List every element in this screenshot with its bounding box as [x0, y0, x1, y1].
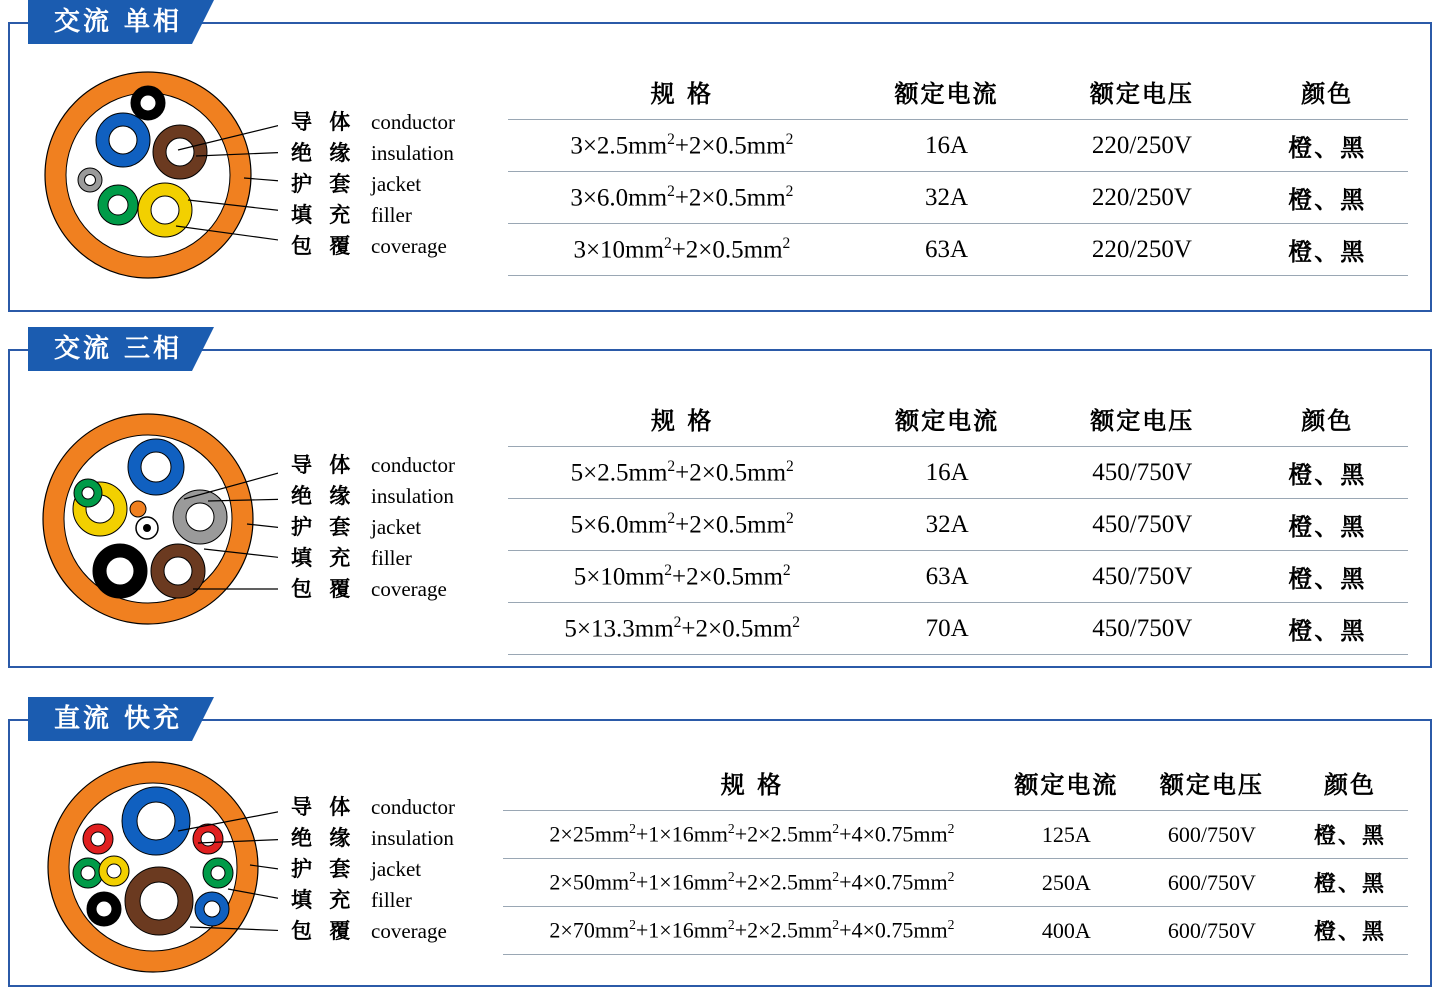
spec-table: [503, 759, 1408, 955]
legend-item-filler: [291, 884, 455, 915]
legend-item-conductor: [291, 449, 455, 480]
cell-voltage: 600/750V: [1132, 859, 1292, 907]
legend-item-coverage: [291, 230, 455, 261]
cell-current: 16A: [856, 447, 1037, 499]
legend-item-coverage: [291, 573, 455, 604]
cell-voltage: 450/750V: [1038, 551, 1247, 603]
legend-label-cn: 填 充: [291, 546, 356, 570]
legend-label-cn: 绝 缘: [291, 484, 356, 508]
cable-cross-section-diagram: [28, 60, 278, 290]
spec-part-a: 3×2.5mm: [570, 132, 668, 160]
section-tab-label: 交流 单相: [28, 0, 192, 44]
cell-spec: [508, 499, 856, 551]
legend-label-en: filler: [371, 888, 412, 912]
legend-label-en: conductor: [371, 110, 455, 134]
legend-label-cn: 绝 缘: [291, 826, 356, 850]
cell-spec: [508, 447, 856, 499]
table-row: [508, 172, 1408, 224]
legend-list: [291, 791, 455, 946]
legend-label-en: insulation: [371, 141, 454, 165]
section-ac-single-phase: [8, 0, 1432, 312]
spec-exponent: 2: [629, 869, 636, 885]
spec-part-b: +2×0.5mm: [681, 615, 793, 643]
spec-part-b: +1×16mm: [635, 869, 728, 895]
cell-spec: [503, 859, 1001, 907]
spec-part-a: 2×70mm: [549, 917, 630, 943]
legend-label-cn: 护 套: [291, 857, 356, 881]
legend-item-insulation: [291, 822, 455, 853]
spec-exponent: 2: [727, 869, 735, 885]
spec-part-d: +4×0.75mm: [839, 869, 948, 895]
spec-exponent: 2: [667, 509, 676, 527]
spec-part-a: 5×6.0mm: [570, 511, 668, 539]
legend-label-en: jacket: [371, 515, 422, 539]
spec-exponent: 2: [667, 182, 675, 200]
cable-cross-section-diagram: [28, 749, 278, 979]
legend-label-cn: 导 体: [291, 795, 356, 819]
legend-label-cn: 包 覆: [291, 234, 356, 258]
legend-label-cn: 包 覆: [291, 919, 356, 943]
cell-voltage: 220/250V: [1037, 172, 1246, 224]
legend-label-en: insulation: [371, 826, 454, 850]
spec-part-d: +4×0.75mm: [839, 821, 948, 847]
legend-label-cn: 填 充: [291, 203, 356, 227]
spec-part-a: 3×6.0mm: [570, 184, 668, 212]
legend-label-en: coverage: [371, 919, 447, 943]
legend-label-en: coverage: [371, 577, 447, 601]
table-row: [508, 447, 1408, 499]
cable-cross-section-diagram: [28, 389, 278, 649]
cell-color: 橙、黑: [1292, 859, 1408, 907]
legend-label-cn: 绝 缘: [291, 141, 356, 165]
cell-current: 63A: [856, 551, 1037, 603]
cell-color: 橙、黑: [1247, 447, 1408, 499]
spec-part-b: +2×0.5mm: [671, 236, 783, 264]
legend-list: [291, 106, 455, 261]
spec-table: [508, 68, 1408, 276]
cell-current: 125A: [1001, 811, 1132, 859]
cell-voltage: 450/750V: [1038, 499, 1247, 551]
legend-label-en: insulation: [371, 484, 454, 508]
cell-spec: [508, 603, 856, 655]
spec-part-b: +2×0.5mm: [674, 132, 786, 160]
legend-label-cn: 导 体: [291, 110, 356, 134]
spec-table: [508, 395, 1408, 655]
cell-spec: [508, 551, 856, 603]
spec-part-b: +2×0.5mm: [674, 184, 786, 212]
table-row: [503, 907, 1408, 955]
cell-color: 橙、黑: [1247, 172, 1409, 224]
legend-label-cn: 填 充: [291, 888, 356, 912]
spec-part-b: +2×0.5mm: [675, 511, 787, 539]
section-tab-label: 直流 快充: [28, 697, 192, 741]
spec-exponent: 2: [947, 821, 955, 837]
cell-voltage: 600/750V: [1132, 907, 1292, 955]
table-row: [503, 859, 1408, 907]
spec-exponent: 2: [832, 917, 840, 933]
spec-exponent: 2: [663, 234, 672, 252]
legend-label-en: conductor: [371, 453, 455, 477]
col-header-voltage: 额定电压: [1159, 771, 1264, 799]
table-header-row: [508, 68, 1408, 120]
spec-part-a: 5×2.5mm: [570, 459, 668, 487]
spec-part-b: +1×16mm: [635, 821, 728, 847]
table-row: [508, 603, 1408, 655]
spec-exponent: 2: [782, 561, 791, 579]
spec-part-b: +2×0.5mm: [675, 459, 787, 487]
spec-exponent: 2: [785, 130, 794, 148]
cell-voltage: 450/750V: [1038, 603, 1247, 655]
spec-part-d: +4×0.75mm: [839, 917, 948, 943]
table-row: [508, 224, 1408, 276]
legend-item-coverage: [291, 915, 455, 946]
spec-exponent: 2: [832, 869, 840, 885]
cell-voltage: 600/750V: [1132, 811, 1292, 859]
spec-exponent: 2: [786, 509, 794, 527]
legend-label-en: jacket: [371, 857, 422, 881]
cell-spec: [503, 907, 1001, 955]
spec-exponent: 2: [792, 613, 801, 631]
col-header-spec: 规 格: [650, 80, 714, 108]
spec-part-a: 2×50mm: [549, 869, 630, 895]
cell-current: 16A: [856, 120, 1038, 172]
legend-item-filler: [291, 199, 455, 230]
cell-current: 63A: [856, 224, 1038, 276]
col-header-spec: 规 格: [720, 771, 784, 799]
table-row: [508, 120, 1408, 172]
cell-voltage: 450/750V: [1038, 447, 1247, 499]
legend-label-en: filler: [371, 546, 412, 570]
table-header-row: [503, 759, 1408, 811]
cell-current: 32A: [856, 172, 1038, 224]
legend-item-conductor: [291, 791, 455, 822]
legend-item-jacket: [291, 853, 455, 884]
col-header-current: 额定电流: [895, 407, 1000, 435]
table-header-row: [508, 395, 1408, 447]
spec-part-c: +2×2.5mm: [734, 821, 833, 847]
table-row: [508, 499, 1408, 551]
legend-item-filler: [291, 542, 455, 573]
legend-item-conductor: [291, 106, 455, 137]
spec-exponent: 2: [727, 917, 735, 933]
spec-part-a: 2×25mm: [549, 821, 630, 847]
legend-item-jacket: [291, 168, 455, 199]
spec-part-c: +2×2.5mm: [734, 917, 833, 943]
spec-exponent: 2: [832, 821, 840, 837]
col-header-current: 额定电流: [894, 80, 999, 108]
table-row: [503, 811, 1408, 859]
cell-color: 橙、黑: [1247, 551, 1408, 603]
section-dc-fast-charge: [8, 697, 1432, 987]
cell-color: 橙、黑: [1247, 120, 1409, 172]
spec-part-a: 3×10mm: [573, 236, 664, 264]
legend-item-insulation: [291, 137, 455, 168]
cell-color: 橙、黑: [1292, 811, 1408, 859]
legend-label-en: jacket: [371, 172, 422, 196]
cell-current: 250A: [1001, 859, 1132, 907]
legend-label-cn: 包 覆: [291, 577, 356, 601]
col-header-color: 颜色: [1301, 80, 1354, 108]
spec-exponent: 2: [947, 917, 955, 933]
cell-color: 橙、黑: [1247, 224, 1409, 276]
cell-spec: [503, 811, 1001, 859]
legend-label-cn: 护 套: [291, 515, 356, 539]
spec-part-b: +2×0.5mm: [672, 563, 783, 591]
spec-exponent: 2: [629, 821, 636, 837]
spec-exponent: 2: [673, 613, 682, 631]
table-row: [508, 551, 1408, 603]
cell-spec: [508, 224, 856, 276]
spec-part-a: 5×10mm: [573, 563, 665, 591]
section-tab-label: 交流 三相: [28, 327, 192, 371]
col-header-current: 额定电流: [1014, 771, 1119, 799]
col-header-color: 颜色: [1323, 771, 1376, 799]
legend-label-en: filler: [371, 203, 412, 227]
spec-exponent: 2: [629, 917, 636, 933]
cell-voltage: 220/250V: [1037, 224, 1246, 276]
legend-item-insulation: [291, 480, 455, 511]
col-header-voltage: 额定电压: [1090, 407, 1195, 435]
spec-exponent: 2: [782, 234, 791, 252]
cell-current: 70A: [856, 603, 1037, 655]
cell-current: 32A: [856, 499, 1037, 551]
cell-color: 橙、黑: [1247, 499, 1408, 551]
spec-exponent: 2: [727, 821, 735, 837]
legend-label-en: conductor: [371, 795, 455, 819]
spec-part-a: 5×13.3mm: [564, 615, 674, 643]
spec-exponent: 2: [667, 457, 676, 475]
col-header-spec: 规 格: [651, 407, 714, 435]
cell-voltage: 220/250V: [1037, 120, 1246, 172]
legend-list: [291, 449, 455, 604]
legend-label-cn: 导 体: [291, 453, 356, 477]
cell-spec: [508, 172, 856, 224]
col-header-voltage: 额定电压: [1089, 80, 1194, 108]
cell-spec: [508, 120, 856, 172]
cell-color: 橙、黑: [1292, 907, 1408, 955]
spec-exponent: 2: [664, 561, 673, 579]
spec-exponent: 2: [667, 130, 675, 148]
section-ac-three-phase: [8, 327, 1432, 668]
spec-exponent: 2: [786, 457, 794, 475]
legend-label-en: coverage: [371, 234, 447, 258]
spec-part-b: +1×16mm: [635, 917, 728, 943]
col-header-color: 颜色: [1301, 407, 1354, 435]
spec-part-c: +2×2.5mm: [734, 869, 833, 895]
legend-item-jacket: [291, 511, 455, 542]
spec-exponent: 2: [947, 869, 955, 885]
cell-current: 400A: [1001, 907, 1132, 955]
cell-color: 橙、黑: [1247, 603, 1408, 655]
spec-exponent: 2: [785, 182, 794, 200]
legend-label-cn: 护 套: [291, 172, 356, 196]
